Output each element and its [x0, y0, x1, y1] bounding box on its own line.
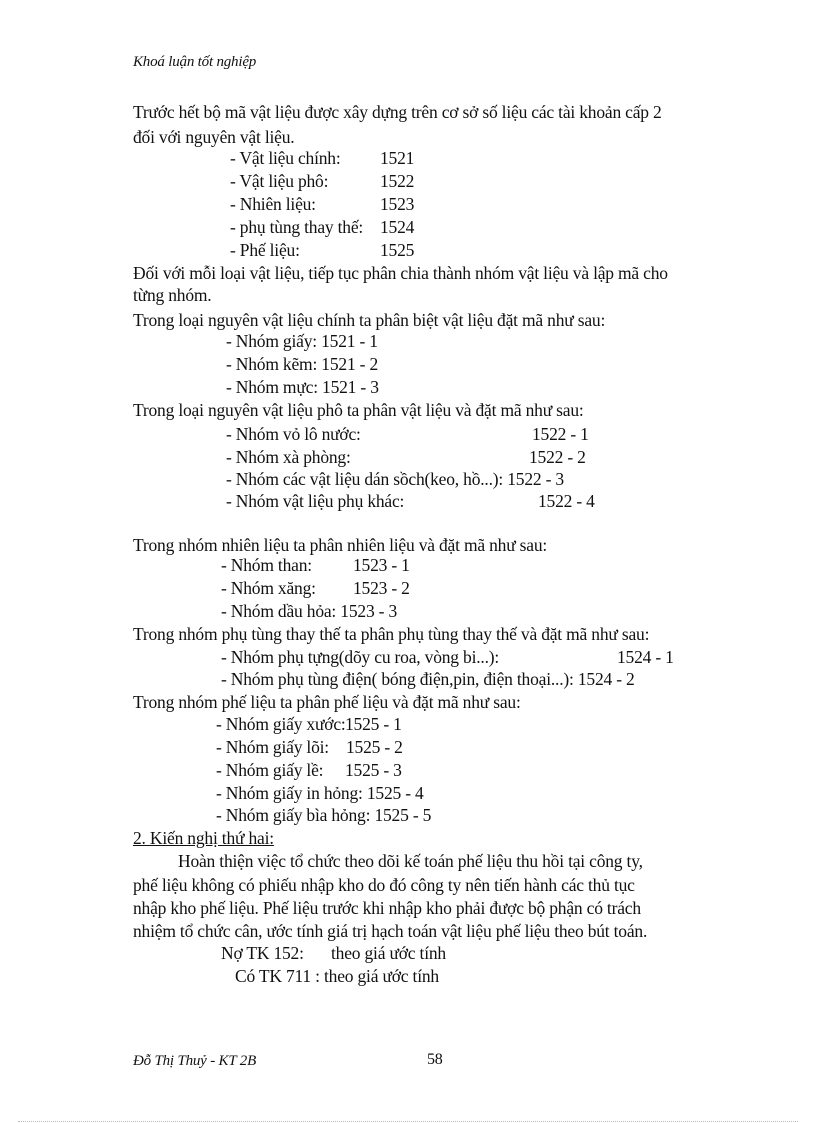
item-code: 1523 - 1	[353, 555, 410, 575]
paragraph-line: phế liệu không có phiếu nhập kho do đó công ty nên tiến hành các thủ tục	[133, 875, 635, 895]
item-code: 1525 - 3	[345, 760, 402, 780]
item-label: - Nhóm vỏ lô nước:	[226, 424, 361, 444]
account-item	[230, 193, 415, 215]
aux-material-item	[226, 446, 586, 468]
account-label: - Nhiên liệu:	[230, 194, 316, 214]
item-label: - Nhóm phụ tựng(dõy cu roa, vòng bi...):	[221, 647, 500, 667]
fuel-title: Trong nhóm nhiên liệu ta phân nhiên liệu và đặt mã như sau:	[133, 535, 548, 555]
aux-material-title: Trong loại nguyên vật liệu phô ta phân vật liệu và đặt mã như sau:	[133, 400, 584, 420]
item-code: 1522 - 2	[529, 447, 586, 467]
paragraph-line: Hoàn thiện việc tổ chức theo dõi kế toán phế liệu thu hồi tại công ty,	[178, 851, 643, 871]
account-label: - Vật liệu chính:	[230, 148, 341, 168]
item-code: 1525 - 5	[374, 805, 432, 825]
intro-line: đối với nguyên vật liệu.	[133, 127, 295, 147]
page-number: 58	[427, 1051, 443, 1068]
main-material-title: Trong loại nguyên vật liệu chính ta phân biệt vật liệu đặt mã như sau:	[133, 310, 606, 330]
scrap-item	[216, 804, 431, 826]
item-label: - Nhóm các vật liệu dán sồch(keo, hồ...):	[226, 469, 504, 489]
item-code: 1523 - 2	[353, 578, 410, 598]
item-code: 1525 - 2	[346, 737, 403, 757]
spare-parts-item	[221, 668, 635, 690]
item-code: 1522 - 3	[507, 469, 564, 489]
paragraph-line: nhập kho phế liệu. Phế liệu trước khi nhập kho phải được bộ phận có trách	[133, 898, 641, 918]
footer-author: Đỗ Thị Thuỷ - KT 2B	[133, 1053, 257, 1069]
account-item	[230, 216, 415, 238]
page-boundary-divider	[18, 1121, 798, 1122]
paragraph-line: nhiệm tổ chức cân, ước tính giá trị hạch toán vật liệu phế liệu theo bút toán.	[133, 921, 648, 941]
item-code: 1525 - 4	[366, 783, 424, 803]
item-code: 1524 - 2	[577, 669, 635, 689]
spare-parts-title: Trong nhóm phụ tùng thay thế ta phân phụ tùng thay thế và đặt mã như sau:	[133, 624, 650, 644]
item-label: - Nhóm than:	[221, 555, 312, 575]
debit-entry	[221, 942, 446, 964]
account-code: 1525	[380, 240, 415, 260]
item-label: - Nhóm giấy in hỏng:	[216, 783, 363, 803]
scrap-item	[216, 782, 424, 804]
scrap-item	[216, 736, 403, 758]
account-code: 1521	[380, 148, 415, 168]
item-code: 1525 - 1	[345, 714, 402, 734]
account-code: 1522	[380, 171, 415, 191]
item-label: - Nhóm giấy xước:	[216, 714, 346, 734]
item-label: - Nhóm giấy bìa hỏng:	[216, 805, 371, 825]
aux-material-item	[226, 423, 589, 445]
debit-text: theo giá ước tính	[331, 943, 446, 963]
fuel-item	[221, 600, 397, 622]
section-heading: 2. Kiến nghị thứ hai:	[133, 828, 274, 848]
account-label: - Phế liệu:	[230, 240, 300, 260]
account-item	[230, 147, 415, 169]
item-code: 1522 - 1	[532, 424, 589, 444]
main-material-item: - Nhóm kẽm: 1521 - 2	[226, 354, 379, 374]
debit-label: Nợ TK 152:	[221, 943, 304, 963]
item-label: - Nhóm phụ tùng điện( bóng điện,pin, điện thoại...):	[221, 669, 574, 689]
spare-parts-item	[221, 646, 674, 668]
account-label: - Vật liệu phô:	[230, 171, 329, 191]
fuel-item	[221, 554, 410, 576]
scrap-title: Trong nhóm phế liệu ta phân phế liệu và đặt mã như sau:	[133, 692, 521, 712]
item-code: 1523 - 3	[340, 601, 398, 621]
page-header: Khoá luận tốt nghiệp	[133, 54, 257, 70]
account-code: 1524	[380, 217, 415, 237]
credit-entry: Có TK 711 : theo giá ước tính	[235, 966, 439, 986]
item-code: 1524 - 1	[617, 647, 674, 667]
item-code: 1522 - 4	[538, 491, 595, 511]
item-label: - Nhóm vật liệu phụ khác:	[226, 491, 405, 511]
aux-material-item	[226, 468, 564, 490]
item-label: - Nhóm dầu hỏa:	[221, 601, 337, 621]
group-intro-line: từng nhóm.	[133, 285, 212, 305]
account-label: - phụ tùng thay thế:	[230, 217, 364, 237]
item-label: - Nhóm giấy lõi:	[216, 737, 329, 757]
item-label: - Nhóm xà phòng:	[226, 447, 351, 467]
scrap-item	[216, 759, 402, 781]
group-intro-line: Đối với mỗi loại vật liệu, tiếp tục phân chia thành nhóm vật liệu và lập mã cho	[133, 263, 668, 283]
main-material-item: - Nhóm giấy: 1521 - 1	[226, 331, 378, 351]
account-item	[230, 239, 415, 261]
fuel-item	[221, 577, 410, 599]
scrap-item	[216, 713, 402, 735]
aux-material-item	[226, 490, 595, 512]
item-label: - Nhóm xăng:	[221, 578, 316, 598]
item-label: - Nhóm giấy lề:	[216, 760, 324, 780]
main-material-item: - Nhóm mực: 1521 - 3	[226, 377, 379, 397]
account-item	[230, 170, 415, 192]
account-code: 1523	[380, 194, 415, 214]
intro-line: Trước hết bộ mã vật liệu được xây dựng trên cơ sở số liệu các tài khoản cấp 2	[133, 102, 662, 122]
